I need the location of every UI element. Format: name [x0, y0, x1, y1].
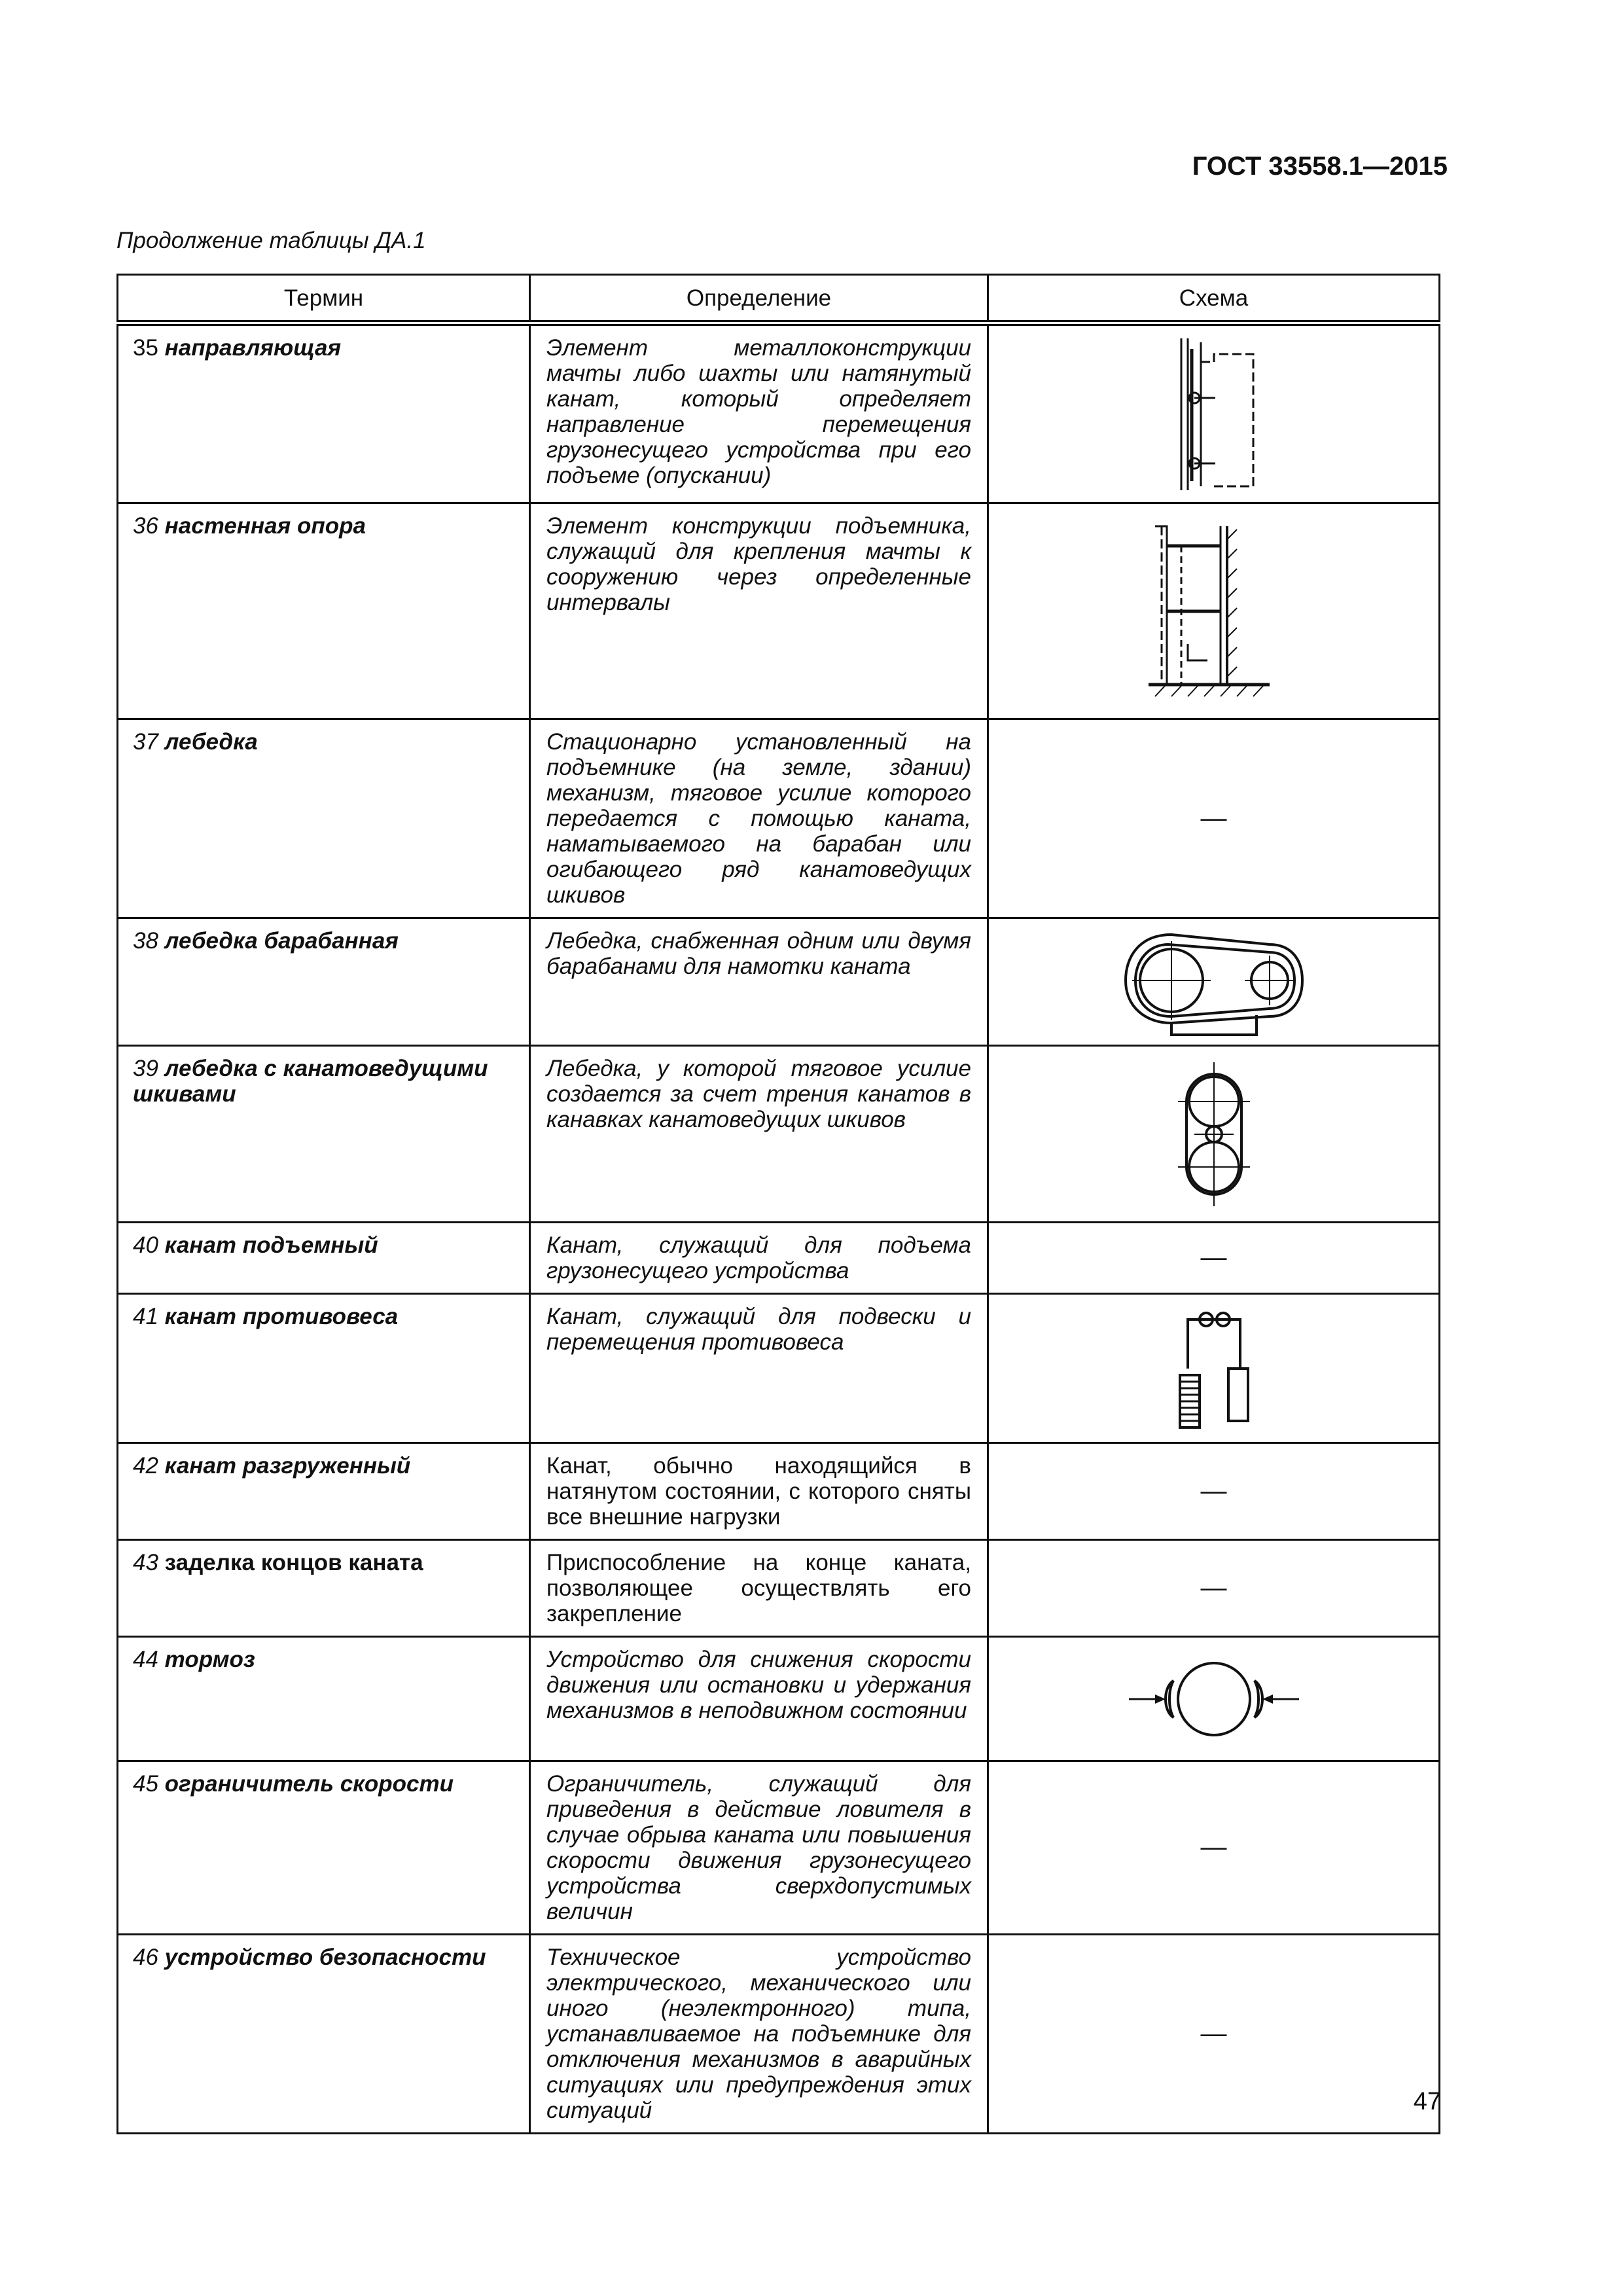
term-number: 35 [133, 335, 158, 361]
table-row [118, 1637, 1440, 1761]
definition-cell: Лебедка, снабженная одним или двумя барабанами для намотки каната [530, 918, 988, 1046]
column-header-definition: Определение [530, 275, 988, 323]
definition-cell: Канат, обычно находящийся в натянутом состоянии, с которого сняты все внешние нагрузки [530, 1443, 988, 1540]
scheme-cell [988, 1443, 1440, 1540]
scheme-cell [988, 1223, 1440, 1294]
term-cell [118, 1761, 530, 1935]
term-name: ограничитель скорости [164, 1771, 454, 1797]
traction-winch-diagram [1168, 1056, 1260, 1213]
term-name: тормоз [164, 1647, 255, 1672]
scheme-cell [988, 719, 1440, 918]
term-number: 38 [133, 928, 158, 954]
term-number: 44 [133, 1647, 158, 1672]
definition-cell: Приспособление на конце каната, позволяющее осуществлять его закрепление [530, 1540, 988, 1637]
definition-cell: Техническое устройство электрического, механического или иного (неэлектронного) типа, устанавливаемое на подъемнике для отключения механизмов в аварийных ситуациях или предупреждения этих ситуаций [530, 1935, 988, 2134]
term-cell [118, 1223, 530, 1294]
no-scheme-dash: — [1200, 803, 1227, 833]
term-name: настенная опора [164, 513, 366, 539]
table-header-row [118, 275, 1440, 323]
definition-cell: Канат, служащий для подъема грузонесущего устройства [530, 1223, 988, 1294]
scheme-cell [988, 503, 1440, 719]
definition-cell: Устройство для снижения скорости движения или остановки и удержания механизмов в неподвижном состоянии [530, 1637, 988, 1761]
column-header-scheme: Схема [988, 275, 1440, 323]
no-scheme-dash: — [1200, 1476, 1227, 1505]
counterweight-rope-diagram [1168, 1303, 1260, 1434]
term-cell [118, 1637, 530, 1761]
definition-cell: Канат, служащий для подвески и перемещения противовеса [530, 1294, 988, 1443]
scheme-cell [988, 918, 1440, 1046]
table-row [118, 918, 1440, 1046]
table-row [118, 323, 1440, 503]
term-number: 45 [133, 1771, 158, 1797]
page-number: 47 [1413, 2088, 1441, 2115]
term-name: канат подъемный [164, 1232, 378, 1258]
term-cell [118, 918, 530, 1046]
term-name: канат противовеса [164, 1304, 399, 1329]
scheme-cell [988, 1761, 1440, 1935]
term-number: 40 [133, 1232, 158, 1258]
scheme-cell [988, 1637, 1440, 1761]
document-id: ГОСТ 33558.1—2015 [1192, 152, 1448, 181]
terms-table [116, 274, 1440, 2134]
definition-cell: Элемент конструкции подъемника, служащий для крепления мачты к сооружению через определенные интервалы [530, 503, 988, 719]
no-scheme-dash: — [1200, 2018, 1227, 2048]
table-row [118, 1540, 1440, 1637]
table-row [118, 1935, 1440, 2134]
term-number: 41 [133, 1304, 158, 1329]
scheme-cell [988, 1294, 1440, 1443]
term-cell [118, 1046, 530, 1223]
term-name: лебедка барабанная [164, 928, 399, 954]
table-row [118, 1223, 1440, 1294]
no-scheme-dash: — [1200, 1833, 1227, 1861]
scheme-cell [988, 1046, 1440, 1223]
table-row [118, 1294, 1440, 1443]
term-cell [118, 1540, 530, 1637]
term-cell [118, 1935, 530, 2134]
table-caption: Продолжение таблицы ДА.1 [116, 228, 426, 253]
definition-cell: Лебедка, у которой тяговое усилие создается за счет трения канатов в канавках канатоведущих шкивов [530, 1046, 988, 1223]
brake-diagram [1122, 1653, 1306, 1745]
term-name: лебедка [164, 729, 258, 755]
term-number: 42 [133, 1453, 158, 1479]
term-name: заделка концов каната [164, 1550, 423, 1575]
term-name: канат разгруженный [164, 1453, 411, 1479]
wall-tie-diagram [1142, 513, 1286, 709]
term-name: лебедка с канатоведущими шкивами [133, 1056, 488, 1107]
term-number: 37 [133, 729, 158, 755]
definition-cell: Ограничитель, служащий для приведения в действие ловителя в случае обрыва каната или повышения скорости движения грузонесущего устройства сверхдопустимых величин [530, 1761, 988, 1935]
table-row [118, 503, 1440, 719]
term-number: 46 [133, 1945, 158, 1970]
table-row [118, 1761, 1440, 1935]
table-row [118, 1046, 1440, 1223]
term-cell [118, 1294, 530, 1443]
term-number: 39 [133, 1056, 158, 1081]
scheme-cell [988, 1935, 1440, 2134]
no-scheme-dash: — [1200, 1243, 1227, 1272]
column-header-term: Термин [118, 275, 530, 323]
term-cell [118, 323, 530, 503]
no-scheme-dash: — [1200, 1573, 1227, 1602]
definition-cell: Стационарно установленный на подъемнике (на земле, здании) механизм, тяговое усилие которого передается с помощью каната, наматываемого на барабан или огибающего ряд канатоведущих шкивов [530, 719, 988, 918]
term-cell [118, 1443, 530, 1540]
drum-winch-diagram [1119, 925, 1309, 1039]
scheme-cell [988, 1540, 1440, 1637]
definition-cell: Элемент металлоконструкции мачты либо шахты или натянутый канат, который определяет направление перемещения грузонесущего устройства при его подъеме (опускании) [530, 323, 988, 503]
term-name: устройство безопасности [164, 1945, 486, 1970]
scheme-cell [988, 323, 1440, 503]
table-row [118, 1443, 1440, 1540]
term-number: 36 [133, 513, 158, 539]
term-number: 43 [133, 1550, 158, 1575]
term-name: направляющая [164, 335, 342, 361]
term-cell [118, 503, 530, 719]
guide-rail-diagram [1168, 336, 1260, 493]
term-cell [118, 719, 530, 918]
table-row [118, 719, 1440, 918]
